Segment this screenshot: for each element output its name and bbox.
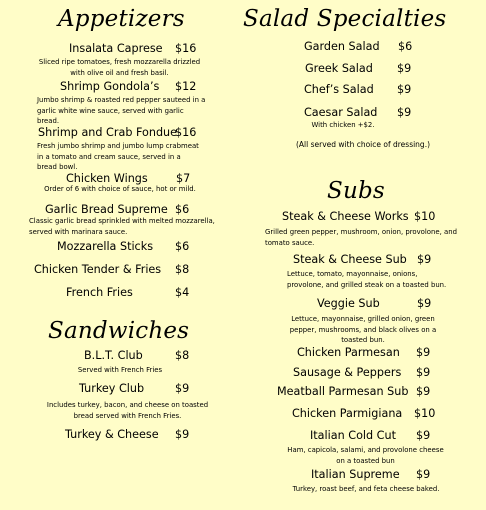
item-price: $9 bbox=[416, 385, 431, 398]
item-name: Mozzarella Sticks bbox=[57, 240, 154, 253]
item-name: Italian Cold Cut bbox=[310, 429, 396, 442]
menu-item bbox=[0, 78, 243, 126]
menu-item bbox=[0, 170, 243, 193]
subs-heading: Subs bbox=[327, 178, 385, 204]
menu-item bbox=[243, 383, 486, 400]
item-name: Chicken Tender & Fries bbox=[34, 263, 162, 276]
item-name: Turkey Club bbox=[79, 382, 145, 395]
item-name: Steak & Cheese Sub bbox=[293, 253, 407, 266]
item-price: $10 bbox=[414, 210, 436, 223]
menu-item bbox=[0, 238, 243, 255]
item-description: Fresh jumbo shrimp and jumbo lump crabmeat in a tomato and cream sauce, served in a bread bowl. bbox=[37, 142, 199, 172]
item-name: Chicken Wings bbox=[66, 172, 148, 185]
item-description: Sliced ripe tomatoes, fresh mozzarella drizzled with olive oil and fresh basil. bbox=[38, 58, 201, 77]
menu-item bbox=[243, 104, 486, 129]
menu-item bbox=[243, 38, 486, 55]
menu-item bbox=[0, 284, 243, 301]
salad-specialties-heading: Salad Specialties bbox=[243, 6, 447, 32]
item-name: Chef’s Salad bbox=[304, 83, 374, 96]
item-name: Chicken Parmesan bbox=[297, 346, 400, 359]
item-name: Insalata Caprese bbox=[69, 42, 163, 55]
item-name: Shrimp and Crab Fondue bbox=[38, 126, 178, 139]
item-price: $9 bbox=[416, 429, 431, 442]
menu-item bbox=[243, 208, 486, 247]
menu-item bbox=[243, 364, 486, 381]
menu-item bbox=[0, 201, 243, 236]
item-price: $12 bbox=[175, 80, 197, 93]
item-name: French Fries bbox=[66, 286, 133, 299]
item-name: Sausage & Peppers bbox=[293, 366, 402, 379]
item-description: Ham, capicola, salami, and provolone cheese on a toasted bun bbox=[287, 446, 444, 465]
sandwiches-heading: Sandwiches bbox=[48, 318, 190, 344]
menu-item bbox=[0, 426, 243, 443]
item-name: Chicken Parmigiana bbox=[292, 407, 403, 420]
item-price: $9 bbox=[416, 366, 431, 379]
item-price: $9 bbox=[417, 253, 432, 266]
item-description: Classic garlic bread sprinkled with melted mozzarella, served with marinara sauce. bbox=[29, 217, 215, 236]
item-price: $9 bbox=[397, 62, 412, 75]
item-name: Caesar Salad bbox=[304, 106, 378, 119]
menu-item bbox=[0, 347, 243, 374]
item-price: $6 bbox=[175, 240, 190, 253]
item-name: B.L.T. Club bbox=[84, 349, 143, 362]
item-price: $6 bbox=[175, 203, 190, 216]
item-price: $4 bbox=[175, 286, 190, 299]
item-description: Served with French Fries bbox=[77, 366, 163, 374]
item-price: $16 bbox=[175, 42, 197, 55]
item-description: Lettuce, tomato, mayonnaise, onions, provolone, and grilled steak on a toasted bun. bbox=[287, 270, 447, 289]
menu-item bbox=[0, 380, 243, 420]
item-name: Meatball Parmesan Sub bbox=[277, 385, 409, 398]
menu-item bbox=[243, 344, 486, 361]
item-name: Italian Supreme bbox=[311, 468, 400, 481]
item-description: With chicken +$2. bbox=[311, 121, 375, 129]
menu-item bbox=[243, 251, 486, 289]
menu-item bbox=[243, 295, 486, 345]
menu-item bbox=[0, 124, 243, 172]
item-price: $10 bbox=[414, 407, 436, 420]
item-name: Garlic Bread Supreme bbox=[45, 203, 168, 216]
menu-item bbox=[243, 466, 486, 493]
menu-item bbox=[243, 81, 486, 98]
item-price: $16 bbox=[175, 126, 197, 139]
item-description: Grilled green pepper, mushroom, onion, provolone, and tomato sauce. bbox=[265, 228, 457, 247]
item-name: Shrimp Gondola’s bbox=[60, 80, 160, 93]
menu-item bbox=[0, 261, 243, 278]
item-price: $9 bbox=[175, 382, 190, 395]
item-description: Includes turkey, bacon, and cheese on toasted bread served with French Fries. bbox=[46, 401, 209, 420]
item-price: $9 bbox=[397, 106, 412, 119]
item-price: $9 bbox=[416, 346, 431, 359]
menu-item bbox=[0, 40, 243, 77]
item-price: $9 bbox=[417, 297, 432, 310]
salad-note: (All served with choice of dressing.) bbox=[296, 140, 431, 149]
item-description: Lettuce, mayonnaise, grilled onion, green pepper, mushrooms, and black olives on a toasted bun. bbox=[289, 315, 437, 345]
item-price: $6 bbox=[398, 40, 413, 53]
item-name: Veggie Sub bbox=[317, 297, 380, 310]
item-description: Jumbo shrimp & roasted red pepper sauteed in a garlic white wine sauce, served with garlic bread. bbox=[37, 96, 206, 126]
menu-item bbox=[243, 405, 486, 422]
item-name: Garden Salad bbox=[304, 40, 380, 53]
item-price: $9 bbox=[397, 83, 412, 96]
item-price: $8 bbox=[175, 263, 190, 276]
appetizers-heading: Appetizers bbox=[58, 6, 185, 32]
menu-item bbox=[243, 427, 486, 465]
item-price: $8 bbox=[175, 349, 190, 362]
item-price: $9 bbox=[416, 468, 431, 481]
item-description: Order of 6 with choice of sauce, hot or mild. bbox=[44, 185, 196, 193]
item-name: Turkey & Cheese bbox=[65, 428, 159, 441]
item-price: $9 bbox=[175, 428, 190, 441]
item-name: Greek Salad bbox=[305, 62, 373, 75]
menu-item bbox=[243, 60, 486, 77]
item-price: $7 bbox=[176, 172, 191, 185]
item-description: Turkey, roast beef, and feta cheese baked. bbox=[292, 485, 440, 493]
item-name: Steak & Cheese Works bbox=[282, 210, 409, 223]
